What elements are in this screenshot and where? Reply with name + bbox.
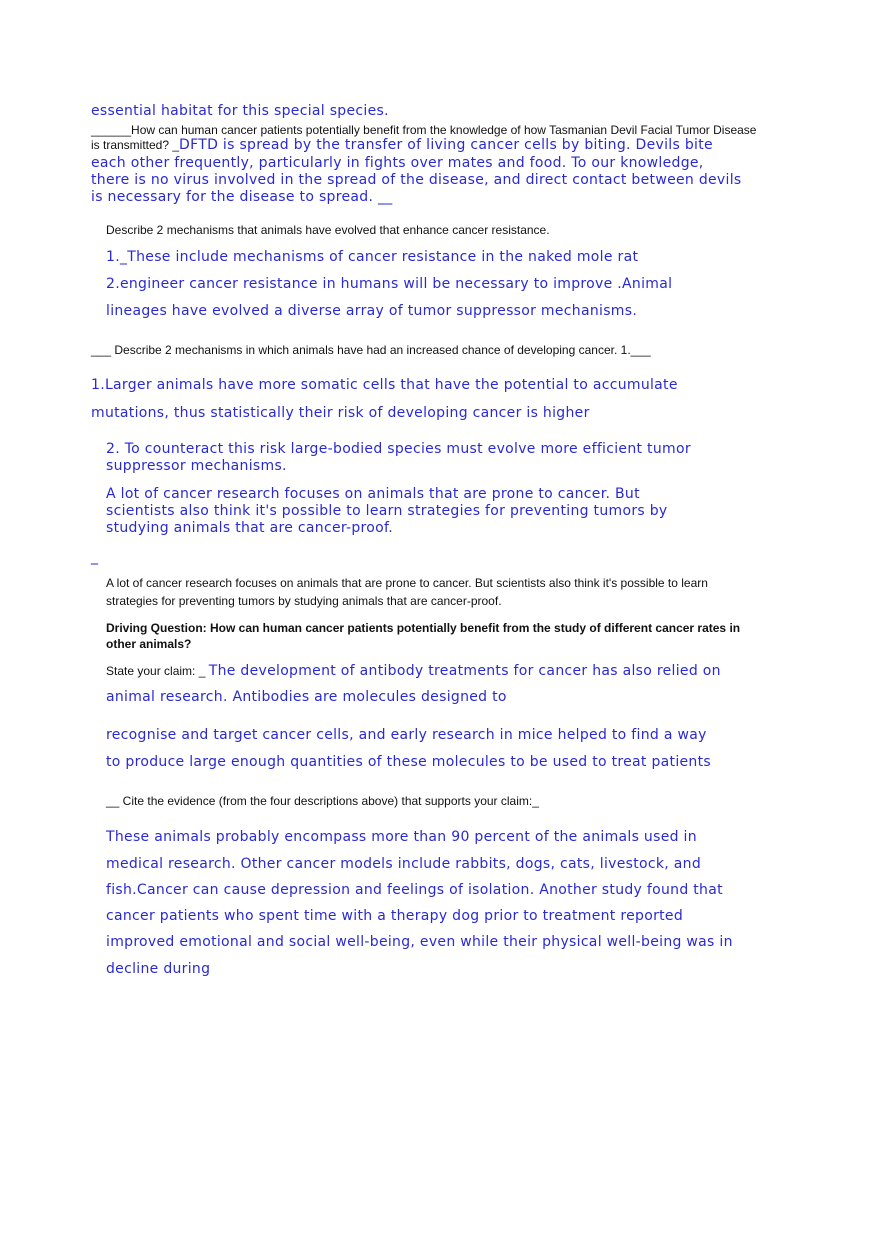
claim-answer-line2: animal research. Antibodies are molecules designed to	[106, 689, 507, 705]
answer-increased3-line2: scientists also think it's possible to learn strategies for preventing tumors by	[106, 503, 668, 519]
answer-increased3-line3: studying animals that are cancer-proof.	[106, 520, 393, 536]
driving-question-line2: other animals?	[106, 637, 192, 651]
claim-answer-line4: to produce large enough quantities of these molecules to be used to treat patients	[106, 754, 711, 770]
claim-answer-line3: recognise and target cancer cells, and early research in mice helped to find a way	[106, 727, 707, 743]
claim-answer-inline: The development of antibody treatments for cancer has also relied on	[208, 663, 721, 679]
answer-resistance-line2: 2.engineer cancer resistance in humans will be necessary to improve .Animal	[106, 276, 673, 292]
claim-line1	[106, 664, 721, 679]
driving-question-line1: Driving Question: How can human cancer patients potentially benefit from the study of different cancer rates in	[106, 621, 741, 635]
intro-line2: strategies for preventing tumors by studying animals that are cancer-proof.	[106, 594, 502, 608]
answer-habitat-line: essential habitat for this special species.	[91, 103, 389, 119]
question-dftd-line1	[91, 123, 756, 138]
question-dftd-blank: ______	[91, 123, 132, 137]
answer-increased3-line1: A lot of cancer research focuses on animals that are prone to cancer. But	[106, 486, 640, 502]
question-dftd-line2	[91, 138, 713, 153]
answer-resistance-line1: 1._These include mechanisms of cancer resistance in the naked mole rat	[106, 249, 639, 265]
answer-resistance-line3: lineages have evolved a diverse array of tumor suppressor mechanisms.	[106, 303, 638, 319]
evidence-answer-line1: These animals probably encompass more than 90 percent of the animals used in	[106, 829, 697, 845]
question-dftd-text1: How can human cancer patients potentially benefit from the knowledge of how Tasmanian Devil Facial Tumor Disease	[131, 123, 757, 137]
claim-label: State your claim: _	[106, 664, 206, 678]
answer-increased-line2: mutations, thus statistically their risk of developing cancer is higher	[91, 405, 590, 421]
answer-dftd-line4: is necessary for the disease to spread. __	[91, 189, 393, 205]
answer-dftd-line3: there is no virus involved in the spread of the disease, and direct contact between devils	[91, 172, 742, 188]
intro-line1: A lot of cancer research focuses on animals that are prone to cancer. But scientists also think it's possible to learn	[106, 576, 708, 590]
evidence-answer-line5: improved emotional and social well-being, even while their physical well-being was in	[106, 934, 733, 950]
question-increased: ___ Describe 2 mechanisms in which animals have had an increased chance of developing cancer. 1.___	[91, 343, 651, 357]
answer-increased2-line1: 2. To counteract this risk large-bodied species must evolve more efficient tumor	[106, 441, 691, 457]
answer-increased-line1: 1.Larger animals have more somatic cells that have the potential to accumulate	[91, 377, 678, 393]
answer-dftd-line2: each other frequently, particularly in fights over mates and food. To our knowledge,	[91, 155, 704, 171]
evidence-answer-line2: medical research. Other cancer models include rabbits, dogs, cats, livestock, and	[106, 856, 702, 872]
question-resistance: Describe 2 mechanisms that animals have evolved that enhance cancer resistance.	[106, 223, 550, 237]
evidence-answer-line3: fish.Cancer can cause depression and feelings of isolation. Another study found that	[106, 882, 723, 898]
answer-increased2-line2: suppressor mechanisms.	[106, 458, 287, 474]
answer-dftd-inline: DFTD is spread by the transfer of living cancer cells by biting. Devils bite	[179, 137, 713, 153]
evidence-label: __ Cite the evidence (from the four descriptions above) that supports your claim:_	[106, 794, 539, 808]
stray-underscore: _	[91, 549, 99, 565]
question-dftd-text2: is transmitted? _	[91, 138, 180, 152]
evidence-answer-line4: cancer patients who spent time with a therapy dog prior to treatment reported	[106, 908, 684, 924]
evidence-answer-line6: decline during	[106, 961, 211, 977]
